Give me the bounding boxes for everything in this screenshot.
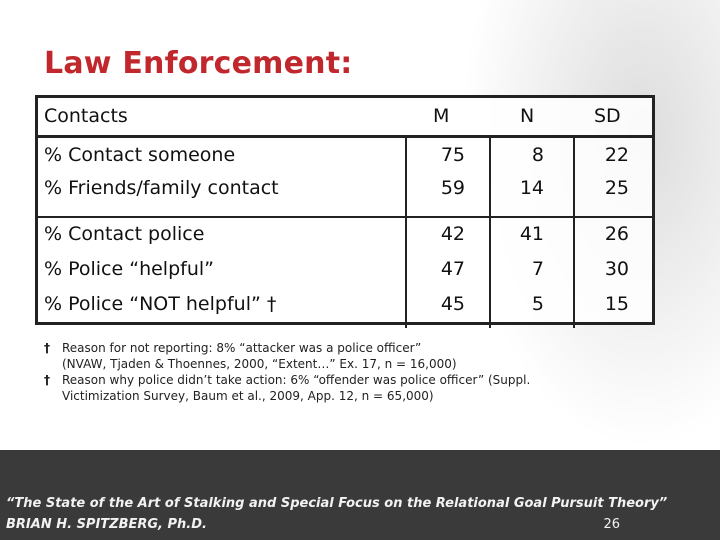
row-m: 59 bbox=[440, 177, 465, 199]
data-table bbox=[35, 95, 655, 325]
row-label: % Police “helpful” bbox=[44, 258, 214, 280]
footer-author: BRIAN H. SPITZBERG, Ph.D. bbox=[6, 517, 207, 532]
row-label: % Police “NOT helpful” † bbox=[44, 293, 277, 315]
header-sd: SD bbox=[594, 105, 621, 127]
row-n: 8 bbox=[531, 144, 544, 166]
row-m: 47 bbox=[440, 258, 465, 280]
footnote bbox=[44, 372, 644, 404]
row-n: 5 bbox=[531, 293, 544, 315]
table-header-row bbox=[38, 98, 652, 138]
column-divider bbox=[405, 138, 407, 328]
header-n: N bbox=[520, 105, 535, 127]
row-sd: 22 bbox=[604, 144, 629, 166]
row-m: 42 bbox=[440, 223, 465, 245]
slide-title: Law Enforcement: bbox=[44, 46, 353, 81]
footnote-line: Victimization Survey, Baum et al., 2009, App. 12, n = 65,000) bbox=[62, 389, 434, 403]
footnote-line: Reason why police didn’t take action: 6% “offender was police officer” (Suppl. bbox=[62, 373, 531, 387]
footnotes bbox=[44, 340, 644, 404]
row-label: % Friends/family contact bbox=[44, 177, 279, 199]
dagger-symbol: † bbox=[44, 373, 50, 387]
row-group-divider bbox=[38, 216, 652, 218]
page-number: 26 bbox=[603, 517, 620, 532]
column-divider bbox=[573, 138, 575, 328]
dagger-symbol: † bbox=[44, 341, 50, 355]
row-n: 7 bbox=[531, 258, 544, 280]
footnote-line: (NVAW, Tjaden & Thoennes, 2000, “Extent…” Ex. 17, n = 16,000) bbox=[62, 357, 457, 371]
row-label: % Contact police bbox=[44, 223, 205, 245]
row-sd: 25 bbox=[604, 177, 629, 199]
row-sd: 26 bbox=[604, 223, 629, 245]
row-m: 45 bbox=[440, 293, 465, 315]
footnote bbox=[44, 340, 644, 372]
header-m: M bbox=[433, 105, 450, 127]
header-contacts: Contacts bbox=[44, 105, 128, 127]
row-n: 14 bbox=[519, 177, 544, 199]
row-sd: 15 bbox=[604, 293, 629, 315]
row-n: 41 bbox=[519, 223, 544, 245]
column-divider bbox=[489, 138, 491, 328]
row-sd: 30 bbox=[604, 258, 629, 280]
row-label: % Contact someone bbox=[44, 144, 236, 166]
footer-citation: “The State of the Art of Stalking and Special Focus on the Relational Goal Pursuit Theory” bbox=[6, 496, 668, 511]
footnote-line: Reason for not reporting: 8% “attacker was a police officer” bbox=[62, 341, 422, 355]
footer-bar bbox=[0, 450, 720, 540]
row-m: 75 bbox=[440, 144, 465, 166]
